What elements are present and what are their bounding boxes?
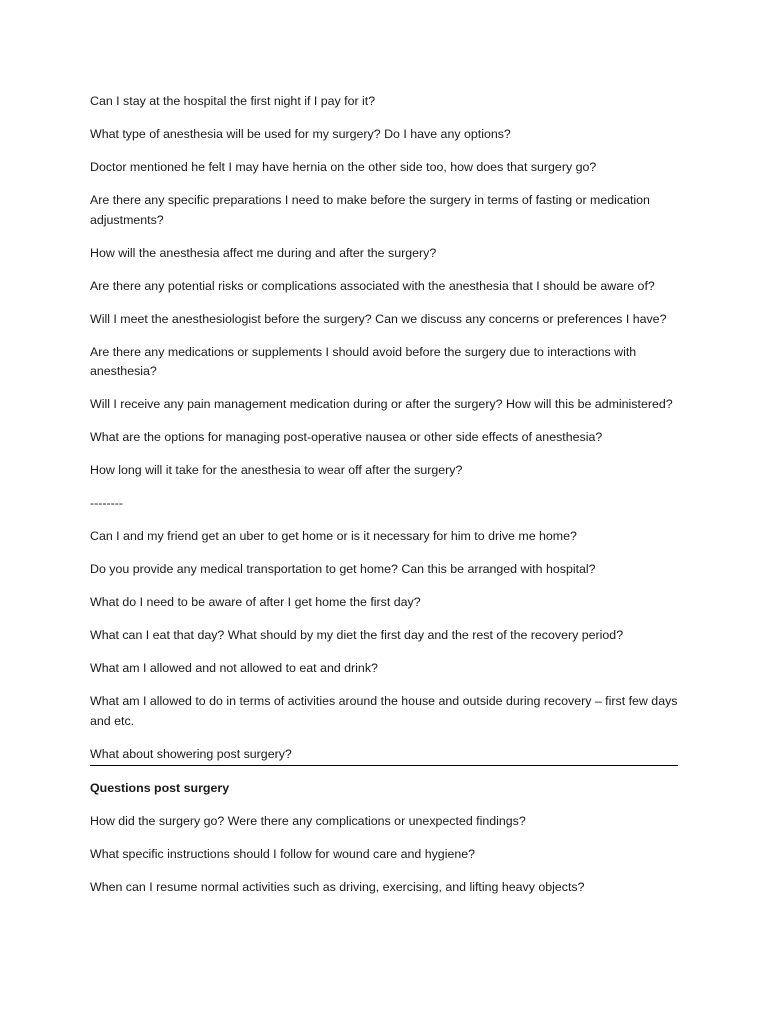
question-paragraph: What specific instructions should I follow for wound care and hygiene? [90,847,476,861]
question-paragraph: Will I meet the anesthesiologist before the surgery? Can we discuss any concerns or preferences I have? [90,311,667,326]
question-paragraph: What type of anesthesia will be used for my surgery? Do I have any options? [90,127,511,141]
question-paragraph: How will the anesthesia affect me during and after the surgery? [90,245,437,260]
question-paragraph: Are there any medications or supplements I should avoid before the surgery due to interactions with anesthesia? [90,344,637,378]
question-paragraph: Doctor mentioned he felt I may have hernia on the other side too, how does that surgery go? [90,160,597,174]
question-paragraph: What about showering post surgery? [90,746,292,761]
question-paragraph: Will I receive any pain management medication during or after the surgery? How will this be administered? [90,397,673,411]
question-paragraph: How long will it take for the anesthesia to wear off after the surgery? [90,463,463,477]
question-paragraph: What do I need to be aware of after I get home the first day? [90,595,421,609]
question-paragraph: What are the options for managing post-operative nausea or other side effects of anesthesia? [90,430,603,444]
document-body [90,92,678,911]
question-paragraph: What am I allowed to do in terms of activities around the house and outside during recovery – first few days and etc. [90,694,678,728]
question-paragraph: Can I and my friend get an uber to get home or is it necessary for him to drive me home? [90,529,577,543]
question-paragraph: What am I allowed and not allowed to eat and drink? [90,661,378,675]
question-paragraph: When can I resume normal activities such as driving, exercising, and lifting heavy objects? [90,880,585,894]
question-paragraph: Can I stay at the hospital the first night if I pay for it? [90,94,376,108]
horizontal-rule [90,765,678,766]
question-paragraph: Are there any potential risks or complications associated with the anesthesia that I should be aware of? [90,278,655,293]
section-separator: -------- [90,496,124,510]
question-paragraph: Are there any specific preparations I need to make before the surgery in terms of fasting or medication adjustments? [90,193,650,227]
question-paragraph: What can I eat that day? What should by my diet the first day and the rest of the recovery period? [90,628,624,642]
question-paragraph: Do you provide any medical transportation to get home? Can this be arranged with hospital? [90,562,596,576]
section-heading: Questions post surgery [90,781,230,795]
question-paragraph: How did the surgery go? Were there any complications or unexpected findings? [90,814,526,828]
